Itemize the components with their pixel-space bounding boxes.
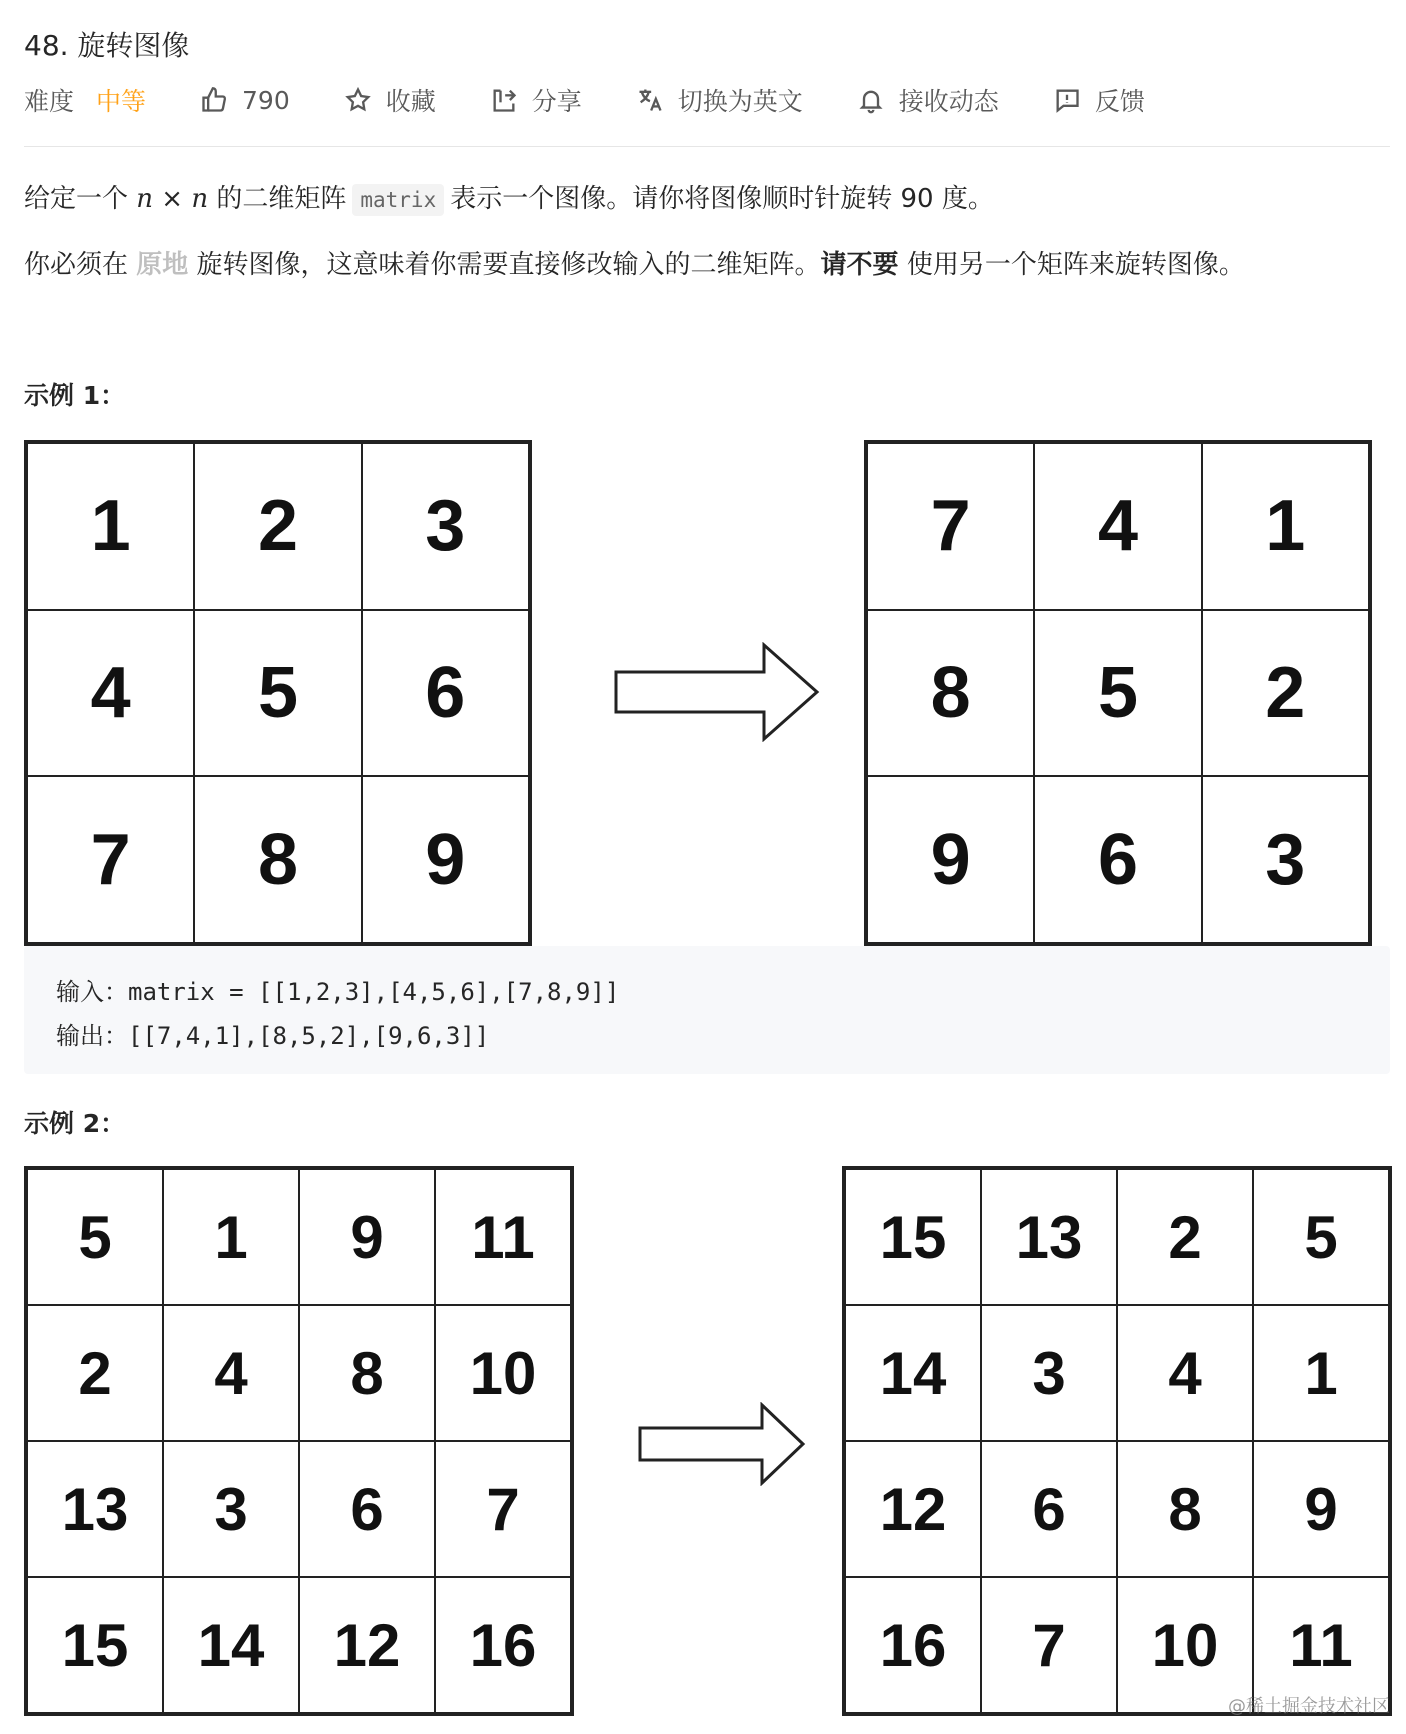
matrix-cell: 9 xyxy=(1253,1441,1389,1577)
inline-code-matrix: matrix xyxy=(352,184,444,216)
star-icon xyxy=(344,86,372,114)
matrix-cell: 7 xyxy=(981,1577,1117,1713)
matrix-cell: 16 xyxy=(845,1577,981,1713)
example-2-input-grid xyxy=(24,1166,574,1716)
like-count: 790 xyxy=(242,85,290,115)
matrix-cell: 5 xyxy=(27,1169,163,1305)
feedback-button[interactable] xyxy=(1053,82,1145,118)
matrix-cell: 15 xyxy=(845,1169,981,1305)
problem-title: 48. 旋转图像 xyxy=(24,29,190,62)
share-button[interactable] xyxy=(490,82,582,118)
example-1-output-grid xyxy=(864,440,1372,946)
matrix-cell: 7 xyxy=(27,776,194,943)
bell-icon xyxy=(857,86,885,114)
matrix-cell: 3 xyxy=(362,443,529,610)
matrix-cell: 6 xyxy=(299,1441,435,1577)
desc-text: × xyxy=(153,184,192,214)
matrix-cell: 3 xyxy=(1202,776,1369,943)
matrix-cell: 1 xyxy=(27,443,194,610)
matrix-cell: 4 xyxy=(163,1305,299,1441)
matrix-cell: 8 xyxy=(194,776,361,943)
example-1-title: 示例 1： xyxy=(24,381,126,410)
share-icon xyxy=(490,86,518,114)
matrix-cell: 4 xyxy=(1034,443,1201,610)
matrix-cell: 7 xyxy=(867,443,1034,610)
example-1-code-block xyxy=(24,946,1390,1074)
matrix-cell: 4 xyxy=(1117,1305,1253,1441)
matrix-cell: 3 xyxy=(163,1441,299,1577)
right-arrow-icon xyxy=(614,642,820,742)
in-place-link[interactable]: 原地 xyxy=(136,250,189,280)
desc-text: 你必须在 xyxy=(24,250,137,280)
difficulty-badge: 中等 xyxy=(96,87,147,116)
difficulty-label: 难度 xyxy=(24,87,75,116)
matrix-cell: 2 xyxy=(194,443,361,610)
example-1-output-line: 输出：[[7,4,1],[8,5,2],[9,6,3]] xyxy=(56,1022,490,1050)
matrix-cell: 1 xyxy=(1202,443,1369,610)
matrix-cell: 6 xyxy=(1034,776,1201,943)
desc-text: 表示一个图像。请你将图像顺时针旋转 90 度。 xyxy=(450,184,994,214)
matrix-cell: 11 xyxy=(1253,1577,1389,1713)
desc-var-n: n xyxy=(191,184,209,214)
matrix-cell: 9 xyxy=(867,776,1034,943)
matrix-cell: 8 xyxy=(299,1305,435,1441)
switch-language-button[interactable] xyxy=(636,82,803,118)
matrix-cell: 7 xyxy=(435,1441,571,1577)
example-2-title: 示例 2： xyxy=(24,1109,126,1138)
problem-meta-bar xyxy=(24,80,1199,120)
matrix-cell: 13 xyxy=(27,1441,163,1577)
matrix-cell: 11 xyxy=(435,1169,571,1305)
matrix-cell: 4 xyxy=(27,610,194,777)
example-1-input-grid xyxy=(24,440,532,946)
favorite-button[interactable] xyxy=(344,82,436,118)
matrix-cell: 8 xyxy=(1117,1441,1253,1577)
matrix-cell: 6 xyxy=(981,1441,1117,1577)
feedback-label: 反馈 xyxy=(1094,87,1145,116)
matrix-cell: 9 xyxy=(299,1169,435,1305)
watermark: @稀土掘金技术社区 xyxy=(1228,1696,1390,1717)
switch-language-label: 切换为英文 xyxy=(677,87,803,116)
matrix-cell: 1 xyxy=(163,1169,299,1305)
header-divider xyxy=(24,146,1390,147)
matrix-cell: 16 xyxy=(435,1577,571,1713)
matrix-cell: 5 xyxy=(1253,1169,1389,1305)
like-button[interactable] xyxy=(200,86,290,115)
desc-text: 的二维矩阵 xyxy=(208,184,347,214)
subscribe-button[interactable] xyxy=(857,82,999,118)
favorite-label: 收藏 xyxy=(385,87,436,116)
desc-var-n: n xyxy=(136,184,154,214)
matrix-cell: 12 xyxy=(299,1577,435,1713)
matrix-cell: 5 xyxy=(194,610,361,777)
matrix-cell: 13 xyxy=(981,1169,1117,1305)
matrix-cell: 10 xyxy=(1117,1577,1253,1713)
description-paragraph-1 xyxy=(24,178,994,215)
matrix-cell: 14 xyxy=(163,1577,299,1713)
desc-bold-text: 请不要 xyxy=(820,250,899,280)
matrix-cell: 8 xyxy=(867,610,1034,777)
example-2-output-grid xyxy=(842,1166,1392,1716)
matrix-cell: 3 xyxy=(981,1305,1117,1441)
matrix-cell: 10 xyxy=(435,1305,571,1441)
right-arrow-icon xyxy=(638,1402,806,1486)
matrix-cell: 12 xyxy=(845,1441,981,1577)
share-label: 分享 xyxy=(531,87,582,116)
matrix-cell: 1 xyxy=(1253,1305,1389,1441)
desc-text: 给定一个 xyxy=(24,184,137,214)
example-1-input-line: 输入：matrix = [[1,2,3],[4,5,6],[7,8,9]] xyxy=(56,978,620,1006)
translate-icon xyxy=(636,86,664,114)
matrix-cell: 2 xyxy=(1117,1169,1253,1305)
description-paragraph-2 xyxy=(24,244,1245,281)
feedback-icon xyxy=(1053,86,1081,114)
matrix-cell: 2 xyxy=(27,1305,163,1441)
matrix-cell: 14 xyxy=(845,1305,981,1441)
matrix-cell: 6 xyxy=(362,610,529,777)
matrix-cell: 9 xyxy=(362,776,529,943)
desc-text: 使用另一个矩阵来旋转图像。 xyxy=(898,250,1245,280)
subscribe-label: 接收动态 xyxy=(898,87,999,116)
matrix-cell: 5 xyxy=(1034,610,1201,777)
matrix-cell: 2 xyxy=(1202,610,1369,777)
desc-text: 旋转图像，这意味着你需要直接修改输入的二维矩阵。 xyxy=(188,250,821,280)
thumbs-up-icon xyxy=(200,86,228,114)
matrix-cell: 15 xyxy=(27,1577,163,1713)
